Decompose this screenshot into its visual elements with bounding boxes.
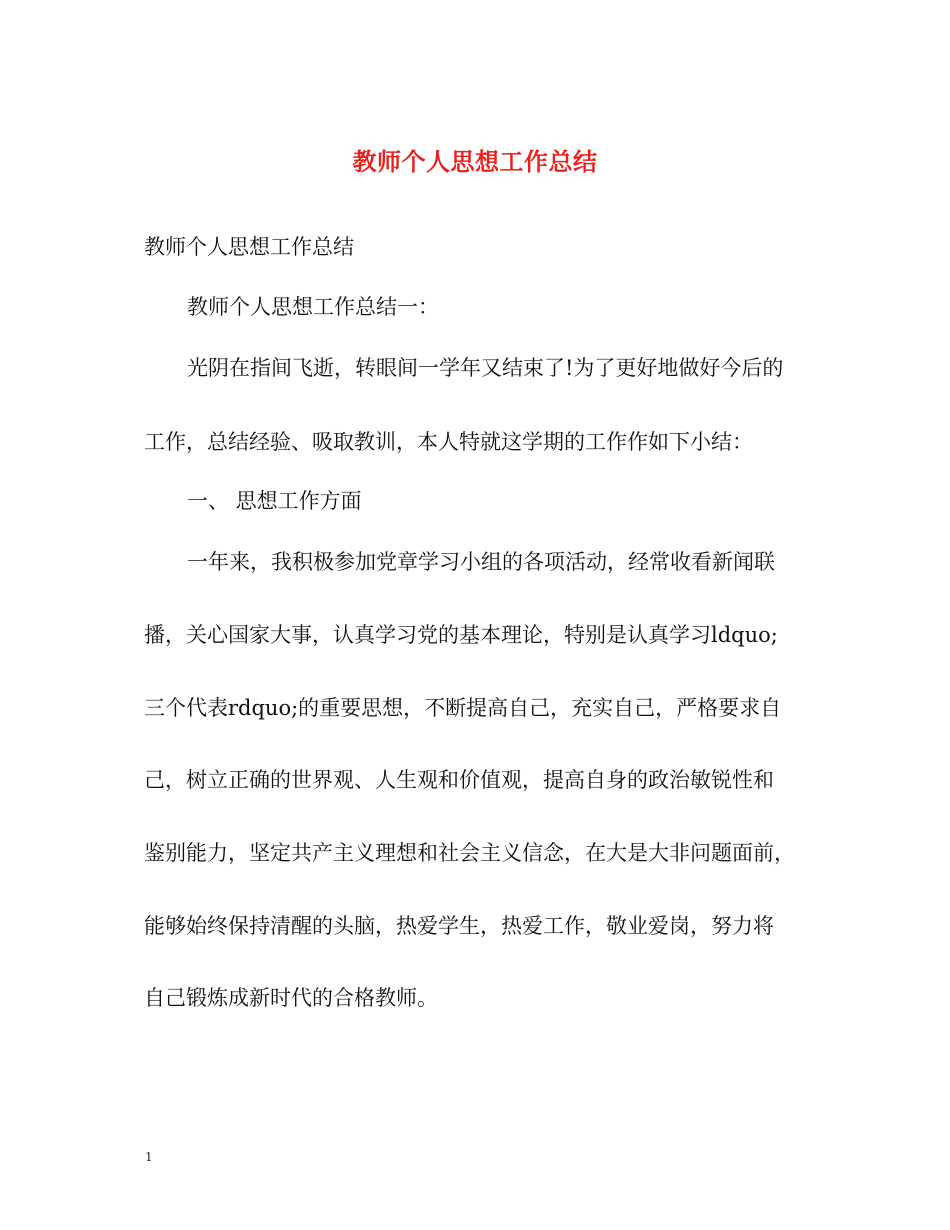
paragraph-line: 自己锻炼成新时代的合格教师。 <box>144 986 438 1010</box>
paragraph-line: 播，关心国家大事，认真学习党的基本理论，特别是认真学习ldquo; <box>144 623 778 647</box>
paragraph-line: 三个代表rdquo;的重要思想，不断提高自己，充实自己，严格要求自 <box>144 696 782 720</box>
document-title: 教师个人思想工作总结 <box>352 147 598 176</box>
paragraph-line: 己，树立正确的世界观、人生观和价值观，提高自身的政治敏锐性和 <box>144 768 774 792</box>
document-subheading: 教师个人思想工作总结一： <box>187 295 439 319</box>
paragraph-line: 鉴别能力，坚定共产主义理想和社会主义信念，在大是大非问题面前， <box>144 841 795 865</box>
paragraph-line: 能够始终保持清醒的头脑，热爱学生，热爱工作，敬业爱岗，努力将 <box>144 914 774 938</box>
paragraph-line: 工作，总结经验、吸取教训，本人特就这学期的工作作如下小结： <box>144 430 753 454</box>
document-heading: 教师个人思想工作总结 <box>144 235 354 259</box>
section-heading: 一、 思想工作方面 <box>187 489 362 513</box>
paragraph-line: 一年来，我积极参加党章学习小组的各项活动，经常收看新闻联 <box>187 550 775 574</box>
page-number: 1 <box>145 1150 153 1164</box>
paragraph-line: 光阴在指间飞逝，转眼间一学年又结束了!为了更好地做好今后的 <box>187 356 784 380</box>
